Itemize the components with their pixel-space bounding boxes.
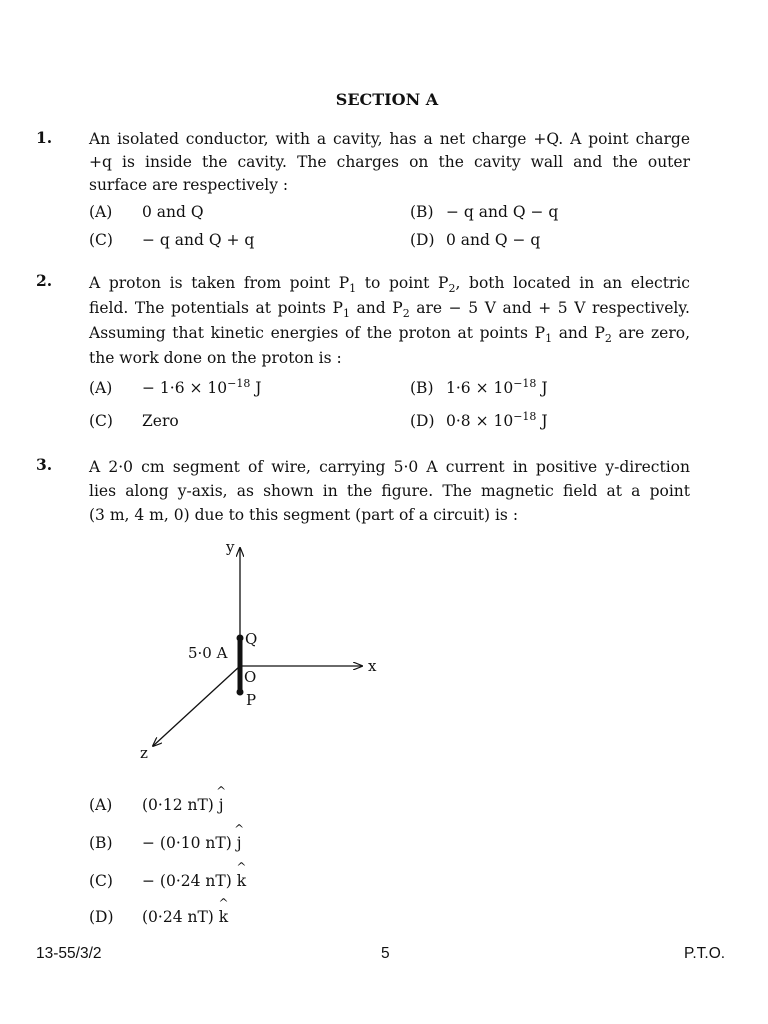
question-line: A proton is taken from point $P_1$ to point $P_2$, both located in an electric — [89, 274, 690, 296]
pto-label: P.T.O. — [684, 945, 726, 962]
unit-vector: ^ j — [219, 796, 224, 814]
question-line: the work done on the proton is : — [89, 349, 342, 367]
p-label: P — [246, 691, 257, 709]
option-text: 0 and Q — [142, 203, 204, 221]
option-label: (B) — [410, 203, 434, 221]
question-line: +q is inside the cavity. The charges on the cavity wall and the outer — [89, 153, 690, 171]
option-label: (D) — [410, 412, 435, 430]
unit-vector: ^ k — [237, 872, 246, 890]
question-number: 3. — [36, 455, 53, 474]
option-text: (0·12 nT) ^ j — [142, 796, 224, 814]
question-text — [89, 128, 690, 197]
q-label: Q — [245, 630, 258, 648]
question-line: surface are respectively : — [89, 176, 289, 194]
question-number: 2. — [36, 271, 53, 290]
option-text: 0 and Q − q — [446, 231, 541, 249]
option-label: (A) — [89, 203, 113, 221]
question-line: lies along y-axis, as shown in the figure. The magnetic field at a point — [89, 482, 690, 500]
question-line: (3 m, 4 m, 0) due to this segment (part of a circuit) is : — [89, 506, 519, 524]
option-text: − (0·10 nT) ^ j — [142, 834, 242, 852]
option-text: (0·24 nT) ^ k — [142, 908, 228, 926]
option-label: (D) — [89, 908, 114, 926]
option-label: (A) — [89, 796, 113, 814]
option-text: − $1\cdot 6 \times 10^{-18}$ J — [142, 376, 262, 397]
option-text: − q and Q − q — [446, 203, 559, 221]
question-line: An isolated conductor, with a cavity, has a net charge +Q. A point charge — [89, 130, 690, 148]
option-text: − q and Q + q — [142, 231, 255, 249]
option-label: (C) — [89, 872, 113, 890]
option-text: $0\cdot 8 \times 10^{-18}$ J — [446, 409, 548, 430]
question-line: field. The potentials at points $P_1$ and $P_2$ are − 5 V and + 5 V respectively. — [89, 299, 690, 321]
question-number: 1. — [36, 128, 53, 147]
option-label: (D) — [410, 231, 435, 249]
point-q — [237, 635, 244, 642]
question-line: A 2·0 cm segment of wire, carrying 5·0 A current in positive y-direction — [89, 458, 690, 476]
page-number: 5 — [381, 945, 390, 962]
unit-vector: ^ k — [219, 908, 228, 926]
question-line: Assuming that kinetic energies of the proton at points $P_1$ and $P_2$ are zero, — [89, 324, 690, 346]
current-label: 5·0 A — [188, 644, 228, 662]
question-text — [89, 271, 690, 371]
axes-figure — [0, 530, 400, 770]
option-label: (A) — [89, 379, 113, 397]
y-axis-label: y — [226, 538, 235, 556]
x-axis-label: x — [368, 657, 377, 675]
option-text: $1\cdot 6 \times 10^{-18}$ J — [446, 376, 548, 397]
section-title: SECTION A — [335, 90, 439, 109]
z-axis — [153, 666, 240, 746]
unit-vector: ^ j — [237, 834, 242, 852]
paper-code: 13-55/3/2 — [36, 945, 102, 962]
o-label: O — [244, 668, 257, 686]
option-label: (B) — [410, 379, 434, 397]
option-label: (C) — [89, 231, 113, 249]
option-text: − (0·24 nT) ^ k — [142, 872, 246, 890]
question-text — [89, 455, 690, 527]
option-label: (B) — [89, 834, 113, 852]
point-p — [237, 689, 244, 696]
z-axis-label: z — [140, 744, 148, 762]
option-text: Zero — [142, 412, 179, 430]
option-label: (C) — [89, 412, 113, 430]
